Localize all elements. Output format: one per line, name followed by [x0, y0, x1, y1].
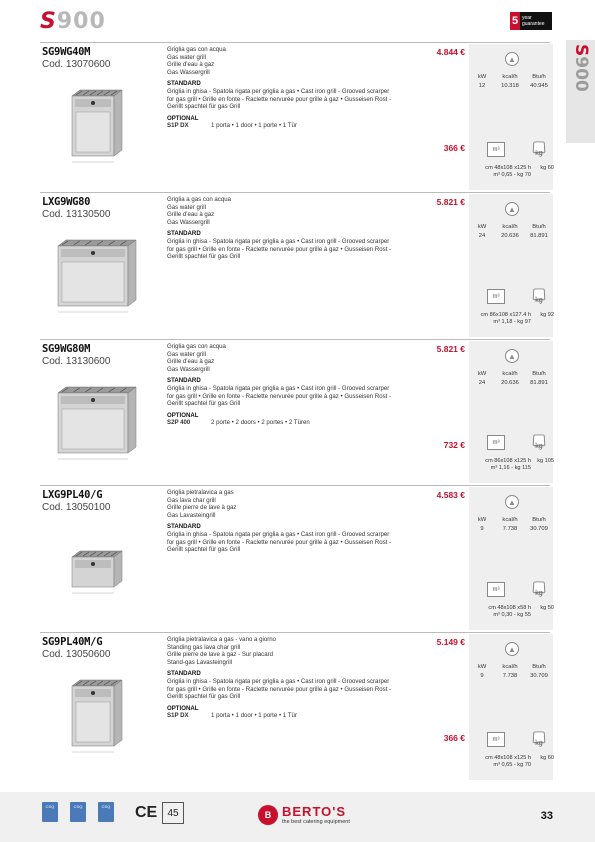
product-description — [167, 46, 417, 130]
dims-line1: cm 86x108 x125 h — [485, 458, 531, 464]
dims-line1: cm 48x108 x58 h — [488, 605, 531, 611]
kcal-value: 20.636 — [501, 380, 519, 386]
product-description — [167, 196, 417, 261]
dimensions — [469, 165, 531, 179]
optional-label: OPTIONAL — [167, 411, 199, 419]
kw-value: 9 — [480, 673, 484, 679]
spec-value-row — [469, 233, 553, 239]
standard-line: Gerillt spachtel für gas Grill — [167, 103, 241, 111]
spec-value-row — [469, 673, 553, 679]
s900-logo — [40, 8, 106, 34]
kw-header: kW — [477, 74, 487, 80]
gas-flame-icon: ▲ — [505, 495, 519, 509]
btu-header: Btu/h — [532, 224, 546, 230]
gas-flame-icon: ▲ — [505, 52, 519, 66]
product-image — [48, 234, 138, 320]
standard-line: Gerillt spachtel für gas Grill — [167, 400, 241, 408]
product-code: Cod. 13130500 — [42, 209, 111, 220]
weight-kg-icon — [531, 141, 547, 157]
desc-line: Griglia gas con acqua — [167, 343, 226, 350]
cabinet-door — [76, 702, 110, 742]
btu-value: 30.709 — [530, 673, 548, 679]
guarantee-years: 5 — [510, 12, 520, 30]
dimensions — [469, 755, 531, 769]
net-weight: kg 60 — [540, 165, 554, 171]
net-weight: kg 105 — [537, 458, 554, 464]
standard-line: Griglia in ghisa - Spatola rigata per griglia a gas • Cast iron grill - Grooved scrarper — [167, 237, 390, 245]
cert-label: CSQ — [45, 804, 55, 809]
standard-line: for gas grill • Grille en fonte - Raclette nervurée pour grille à gaz • Gusseisen Rost - — [167, 245, 392, 253]
btu-header: Btu/h — [532, 74, 546, 80]
standard-line: Gerillt spachtel für gas Grill — [167, 693, 241, 701]
standard-label: STANDARD — [167, 230, 201, 238]
product-image-frame — [48, 674, 138, 760]
btu-value: 40.945 — [530, 83, 548, 89]
optional-price: 732 € — [443, 440, 465, 450]
dimensions — [469, 605, 531, 619]
volume-m3-icon: m³ — [487, 142, 505, 157]
dims-line2: m³ 1,16 - kg 115 — [490, 465, 531, 471]
bertos-logo — [258, 804, 350, 825]
standard-label: STANDARD — [167, 523, 201, 531]
desc-line: Grille d'eau à gaz — [167, 61, 215, 69]
volume-m3-icon: m³ — [487, 435, 505, 450]
product-separator — [40, 485, 550, 486]
grill-top — [58, 240, 136, 246]
standard-label: STANDARD — [167, 80, 201, 88]
guarantee-badge — [510, 12, 552, 30]
kcal-header: kcal/h — [502, 74, 518, 80]
weight-label: kg — [535, 443, 543, 450]
standard-line: for gas grill • Grille en fonte - Raclette nervurée pour grille à gaz • Gusseisen Rost - — [167, 95, 392, 103]
spec-value-row — [469, 83, 553, 89]
knob — [91, 562, 95, 566]
gas-flame-icon: ▲ — [505, 642, 519, 656]
product-description — [167, 489, 417, 554]
side-tab-text: 900 — [571, 56, 591, 92]
product-image-frame — [48, 381, 138, 467]
logo-prefix: S — [40, 8, 57, 34]
kcal-header: kcal/h — [502, 517, 518, 523]
kw-value: 9 — [480, 526, 484, 532]
brand-tagline: the best catering equipment — [282, 819, 350, 825]
product-price: 4.583 € — [436, 490, 465, 500]
weight-kg-icon — [531, 288, 547, 304]
side-tab-prefix: S — [571, 44, 591, 57]
desc-line: Grille d'eau à gaz — [167, 358, 215, 366]
kcal-value: 10.318 — [501, 83, 519, 89]
desc-line: Gas Wassergrill — [167, 365, 210, 373]
kw-header: kW — [477, 371, 487, 377]
btu-header: Btu/h — [532, 517, 546, 523]
weight-kg-icon — [531, 581, 547, 597]
unit-side — [114, 90, 122, 156]
cabinet-door — [62, 409, 124, 449]
dims-line2: m³ 0,65 - kg 70 — [493, 172, 531, 178]
kcal-header: kcal/h — [502, 224, 518, 230]
btu-value: 81.891 — [530, 233, 548, 239]
desc-line: Gas Lavasteingrill — [167, 511, 216, 519]
standard-line: for gas grill • Grille en fonte - Raclette nervurée pour grille à gaz • Gusseisen Rost - — [167, 392, 392, 400]
gas-flame-icon: ▲ — [505, 202, 519, 216]
product-separator — [40, 632, 550, 633]
product-image-frame — [48, 84, 138, 170]
knob — [91, 398, 95, 402]
kw-value: 24 — [478, 380, 486, 386]
spec-value-row — [469, 526, 553, 532]
volume-m3-icon: m³ — [487, 582, 505, 597]
desc-line: Stand-gas Lavasteingrill — [167, 658, 233, 666]
knob — [91, 691, 95, 695]
grill-top — [58, 387, 136, 393]
spec-header-row — [469, 517, 553, 523]
product-block — [0, 42, 595, 192]
dims-line2: m³ 0,65 - kg 70 — [493, 762, 531, 768]
optional-text: 2 porte • 2 doors • 2 portes • 2 Türen — [211, 419, 310, 427]
product-block — [0, 632, 595, 782]
desc-line: Gas water grill — [167, 53, 206, 61]
desc-line: Grille pierre de lave à gaz — [167, 504, 237, 512]
guarantee-line1: year — [522, 15, 532, 21]
product-code: Cod. 13050100 — [42, 502, 111, 513]
desc-line: Griglia pietralavica a gas — [167, 489, 234, 496]
standard-line: for gas grill • Grille en fonte - Raclette nervurée pour grille à gaz • Gusseisen Rost - — [167, 538, 392, 546]
unit-side — [114, 551, 122, 587]
product-image — [48, 527, 138, 613]
kcal-header: kcal/h — [502, 371, 518, 377]
desc-line: Grille pierre de lave à gaz - Sur placard — [167, 651, 274, 659]
kw-header: kW — [477, 224, 487, 230]
kcal-value: 7.738 — [502, 673, 518, 679]
desc-line: Gas water grill — [167, 203, 206, 211]
product-name: SG9WG80M — [42, 343, 91, 355]
standard-line: Griglia in ghisa - Spatola rigata per griglia a gas • Cast iron grill - Grooved scrarper — [167, 530, 390, 538]
standard-line: Griglia in ghisa - Spatola rigata per griglia a gas • Cast iron grill - Grooved scrarper — [167, 677, 390, 685]
product-image — [48, 84, 138, 170]
product-image — [48, 674, 138, 760]
unit-side — [114, 680, 122, 746]
cert-badge-1 — [42, 802, 58, 822]
weight-label: kg — [535, 740, 543, 747]
spec-header-row — [469, 74, 553, 80]
weight-label: kg — [535, 150, 543, 157]
unit-side — [128, 387, 136, 453]
standard-line: Gerillt spachtel für gas Grill — [167, 253, 241, 261]
btu-header: Btu/h — [532, 371, 546, 377]
spec-header-row — [469, 664, 553, 670]
optional-label: OPTIONAL — [167, 114, 199, 122]
kw-value: 12 — [478, 83, 486, 89]
gas-flame-icon: ▲ — [505, 349, 519, 363]
desc-line: Gas Wassergrill — [167, 68, 210, 76]
optional-row — [167, 122, 417, 130]
volume-m3-icon: m³ — [487, 732, 505, 747]
cert-badge-3 — [98, 802, 114, 822]
cabinet-door — [76, 112, 110, 152]
product-block — [0, 192, 595, 339]
standard-line: for gas grill • Grille en fonte - Raclette nervurée pour grille à gaz • Gusseisen Rost - — [167, 685, 392, 693]
spec-header-row — [469, 371, 553, 377]
standard-label: STANDARD — [167, 377, 201, 385]
product-code: Cod. 13070600 — [42, 59, 111, 70]
dims-line1: cm 48x108 x125 h — [485, 755, 531, 761]
product-price: 5.821 € — [436, 197, 465, 207]
ce-mark: CE — [135, 804, 158, 821]
desc-line: Griglia pietralavica a gas - vano a giorno — [167, 636, 277, 643]
product-block — [0, 485, 595, 632]
cert-label: CSQ — [73, 804, 83, 809]
dims-line2: m³ 0,30 - kg 55 — [493, 612, 531, 618]
optional-row — [167, 712, 417, 720]
dims-line1: cm 48x108 x125 h — [485, 165, 531, 171]
product-price: 5.149 € — [436, 637, 465, 647]
page-number: 33 — [540, 810, 553, 822]
net-weight: kg 92 — [540, 312, 554, 318]
optional-code: S1P DX — [167, 122, 189, 130]
warranty-45-badge: 45 — [162, 802, 184, 824]
knob — [91, 101, 95, 105]
desc-line: Griglia a gas con acqua — [167, 196, 232, 203]
cabinet-door — [62, 262, 124, 302]
cert-label: CSQ — [101, 804, 111, 809]
standard-line: Griglia in ghisa - Spatola rigata per griglia a gas • Cast iron grill - Grooved scrarper — [167, 384, 390, 392]
standard-line: Griglia in ghisa - Spatola rigata per griglia a gas • Cast iron grill - Grooved scrarper — [167, 87, 390, 95]
product-image-frame — [48, 527, 138, 613]
cert-badge-2 — [70, 802, 86, 822]
product-name: SG9WG40M — [42, 46, 91, 58]
optional-text: 1 porta • 1 door • 1 porte • 1 Tür — [211, 122, 297, 130]
product-price: 5.821 € — [436, 344, 465, 354]
optional-code: S1P DX — [167, 712, 189, 720]
kcal-value: 7.738 — [502, 526, 518, 532]
optional-label: OPTIONAL — [167, 704, 199, 712]
kcal-value: 20.636 — [501, 233, 519, 239]
product-image-frame — [48, 234, 138, 320]
weight-label: kg — [535, 590, 543, 597]
btu-header: Btu/h — [532, 664, 546, 670]
kw-header: kW — [477, 517, 487, 523]
product-block — [0, 339, 595, 485]
net-weight: kg 60 — [540, 755, 554, 761]
btu-value: 81.891 — [530, 380, 548, 386]
kw-value: 24 — [478, 233, 486, 239]
optional-text: 1 porta • 1 door • 1 porte • 1 Tür — [211, 712, 297, 720]
product-price: 4.844 € — [436, 47, 465, 57]
dims-line1: cm 86x108 x127.4 h — [480, 312, 531, 318]
knob — [91, 251, 95, 255]
weight-kg-icon — [531, 731, 547, 747]
unit-side — [128, 240, 136, 306]
optional-price: 366 € — [443, 143, 465, 153]
product-name: LXG9WG80 — [42, 196, 91, 208]
spec-value-row — [469, 380, 553, 386]
weight-label: kg — [535, 297, 543, 304]
product-name: SG9PL40M/G — [42, 636, 103, 648]
optional-price: 366 € — [443, 733, 465, 743]
footer — [0, 792, 595, 842]
desc-line: Gas Wassergrill — [167, 218, 210, 226]
dimensions — [469, 458, 531, 472]
product-code: Cod. 13050600 — [42, 649, 111, 660]
desc-line: Grille d'eau à gaz — [167, 211, 215, 219]
net-weight: kg 50 — [540, 605, 554, 611]
product-description — [167, 343, 417, 427]
weight-kg-icon — [531, 434, 547, 450]
product-code: Cod. 13130600 — [42, 356, 111, 367]
spec-header-row — [469, 224, 553, 230]
kw-header: kW — [477, 664, 487, 670]
standard-line: Gerillt spachtel für gas Grill — [167, 546, 241, 554]
standard-label: STANDARD — [167, 670, 201, 678]
dims-line2: m³ 1,18 - kg 97 — [493, 319, 531, 325]
guarantee-line2: guarantee — [522, 21, 545, 27]
btu-value: 30.709 — [530, 526, 548, 532]
product-description — [167, 636, 417, 720]
dimensions — [469, 312, 531, 326]
brand-name: BERTO'S — [282, 804, 347, 819]
optional-row — [167, 419, 417, 427]
desc-line: Gas lava char grill — [167, 496, 216, 504]
product-separator — [40, 42, 550, 43]
product-image — [48, 381, 138, 467]
desc-line: Gas water grill — [167, 350, 206, 358]
product-name: LXG9PL40/G — [42, 489, 103, 501]
volume-m3-icon: m³ — [487, 289, 505, 304]
product-separator — [40, 339, 550, 340]
desc-line: Griglia gas con acqua — [167, 46, 226, 53]
desc-line: Standing gas lava char grill — [167, 643, 241, 651]
kcal-header: kcal/h — [502, 664, 518, 670]
bertos-logo-icon: B — [258, 805, 278, 825]
optional-code: S2P 400 — [167, 419, 191, 427]
logo-number: 900 — [56, 8, 106, 34]
product-separator — [40, 192, 550, 193]
